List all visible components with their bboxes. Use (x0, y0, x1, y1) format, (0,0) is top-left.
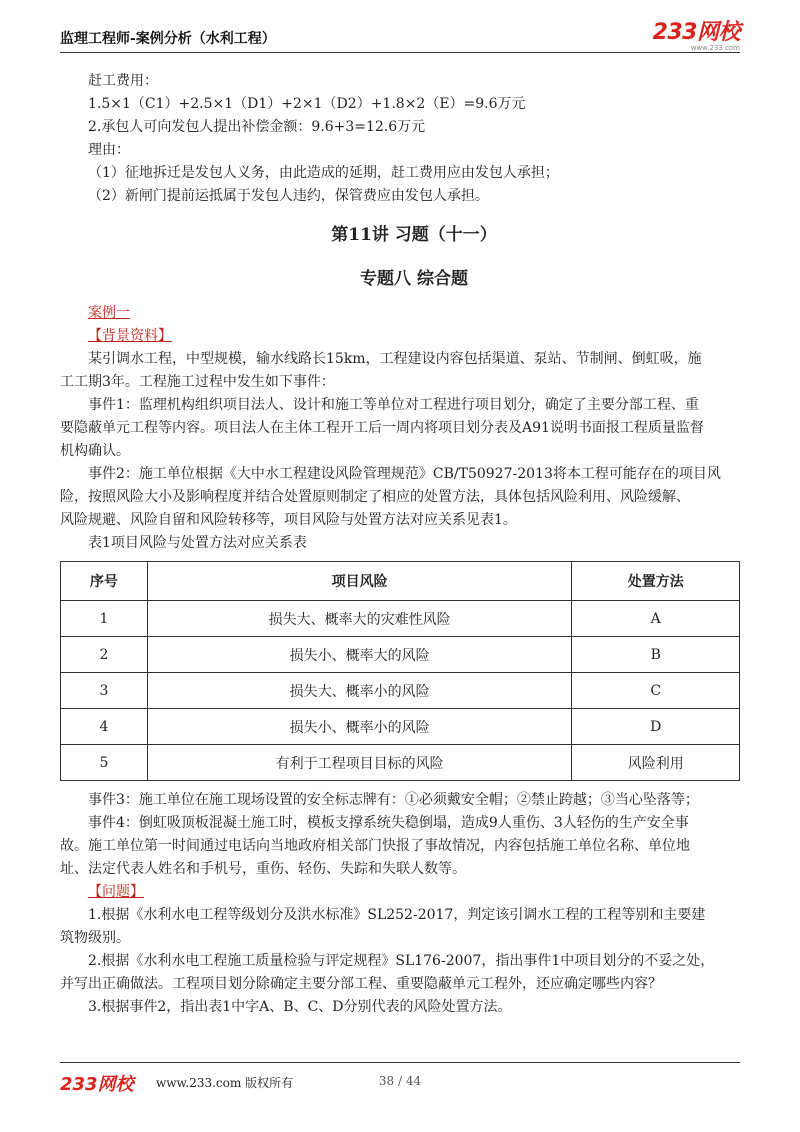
text-line: （1）征地拆迁是发包人义务，由此造成的延期，赶工费用应由发包人承担； (88, 165, 559, 181)
page-footer (60, 1062, 740, 1093)
table-cell: 5 (61, 745, 148, 781)
text-line: 3.根据事件2，指出表1中字A、B、C、D分别代表的风险处置方法。 (88, 999, 512, 1015)
text-line: 赶工费用： (88, 73, 158, 89)
table-caption: 表1项目风险与处置方法对应关系表 (88, 535, 307, 551)
table-row (61, 745, 740, 781)
page-number: 38 / 44 (378, 1074, 422, 1088)
table-row (61, 673, 740, 709)
questions-text (60, 904, 740, 1019)
text-line: 某引调水工程，中型规模，输水线路长15km，工程建设内容包括渠道、泵站、节制闸、倒虹吸，施 (88, 351, 702, 367)
text-line: 2.承包人可向发包人提出补偿金额：9.6+3=12.6万元 (88, 119, 426, 135)
table-header-row (61, 562, 740, 601)
case-label: 案例一 (88, 305, 130, 321)
lecture-title: 第11讲 习题（十一） (331, 225, 497, 245)
risk-table (60, 561, 740, 781)
brand-logo (653, 22, 740, 52)
text-line: 址、法定代表人姓名和手机号，重伤、轻伤、失踪和失联人数等。 (60, 861, 466, 877)
text-line: 1.5×1（C1）+2.5×1（D1）+2×1（D2）+1.8×2（E）=9.6万元 (88, 96, 526, 112)
table-cell: 2 (61, 637, 148, 673)
table-cell: 3 (61, 673, 148, 709)
text-line: 1.根据《水利水电工程等级划分及洪水标准》SL252-2017，判定该引调水工程的工程等别和主要建 (88, 907, 706, 923)
text-line: 机构确认。 (60, 443, 130, 459)
table-row (61, 637, 740, 673)
table-cell: A (572, 601, 740, 637)
text-line: 筑物级别。 (60, 930, 130, 946)
table-cell: D (572, 709, 740, 745)
footer-logo: 233网校 (60, 1074, 134, 1095)
text-line: 事件2：施工单位根据《大中水工程建设风险管理规范》CB/T50927-2013将本工程可能存在的项目风 (88, 466, 721, 482)
table-cell: 风险利用 (572, 745, 740, 781)
table-cell: 4 (61, 709, 148, 745)
table-row (61, 709, 740, 745)
text-line: 事件4：倒虹吸顶板混凝土施工时，模板支撑系统失稳倒塌，造成9人重伤、3人轻伤的生产安全事 (88, 815, 689, 831)
text-line: 事件1：监理机构组织项目法人、设计和施工等单位对工程进行项目划分，确定了主要分部工程、重 (88, 397, 699, 413)
question-label: 【问题】 (88, 884, 144, 900)
text-line: 事件3：施工单位在施工现场设置的安全标志牌有：①必须戴安全帽；②禁止跨越；③当心坠落等； (88, 792, 699, 808)
table-cell: 1 (61, 601, 148, 637)
top-section (88, 70, 740, 208)
column-header: 处置方法 (572, 562, 740, 601)
logo-url: www.233.com (690, 44, 740, 52)
table-cell: 损失大、概率小的风险 (147, 673, 572, 709)
background-text (60, 348, 740, 555)
text-line: 工工期3年。工程施工过程中发生如下事件： (60, 374, 335, 390)
table-cell: C (572, 673, 740, 709)
text-line: （2）新闸门提前运抵属于发包人违约，保管费应由发包人承担。 (88, 188, 489, 204)
document-title: 监理工程师-案例分析（水利工程） (60, 31, 276, 47)
topic-title: 专题八 综合题 (360, 269, 468, 289)
logo-text: 233网校 (652, 20, 740, 45)
table-row (61, 601, 740, 637)
background-label: 【背景资料】 (88, 328, 172, 344)
table-cell: 损失大、概率大的灾难性风险 (147, 601, 572, 637)
text-line: 要隐蔽单元工程等内容。项目法人在主体工程开工后一周内将项目划分表及A91说明书面报工程质量监督 (60, 420, 704, 436)
table-cell: 有利于工程项目目标的风险 (147, 745, 572, 781)
text-line: 风险规避、风险自留和风险转移等，项目风险与处置方法对应关系见表1。 (60, 512, 517, 528)
column-header: 项目风险 (147, 562, 572, 601)
table-cell: 损失小、概率大的风险 (147, 637, 572, 673)
page-header (60, 22, 740, 53)
text-line: 险，按照风险大小及影响程度并结合处置原则制定了相应的处置方法，具体包括风险利用、风险缓解、 (60, 489, 690, 505)
text-line: 2.根据《水利水电工程施工质量检验与评定规程》SL176-2007，指出事件1中项目划分的不妥之处， (88, 953, 715, 969)
text-line: 理由： (88, 142, 130, 158)
column-header: 序号 (61, 562, 148, 601)
footer-copyright: www.233.com 版权所有 (156, 1076, 294, 1090)
page-content (60, 70, 740, 1019)
events-text (60, 789, 740, 881)
text-line: 故。施工单位第一时间通过电话向当地政府相关部门快报了事故情况，内容包括施工单位名称、单位地 (60, 838, 690, 854)
table-cell: B (572, 637, 740, 673)
text-line: 并写出正确做法。工程项目划分除确定主要分部工程、重要隐蔽单元工程外，还应确定哪些内容？ (60, 976, 662, 992)
table-cell: 损失小、概率小的风险 (147, 709, 572, 745)
